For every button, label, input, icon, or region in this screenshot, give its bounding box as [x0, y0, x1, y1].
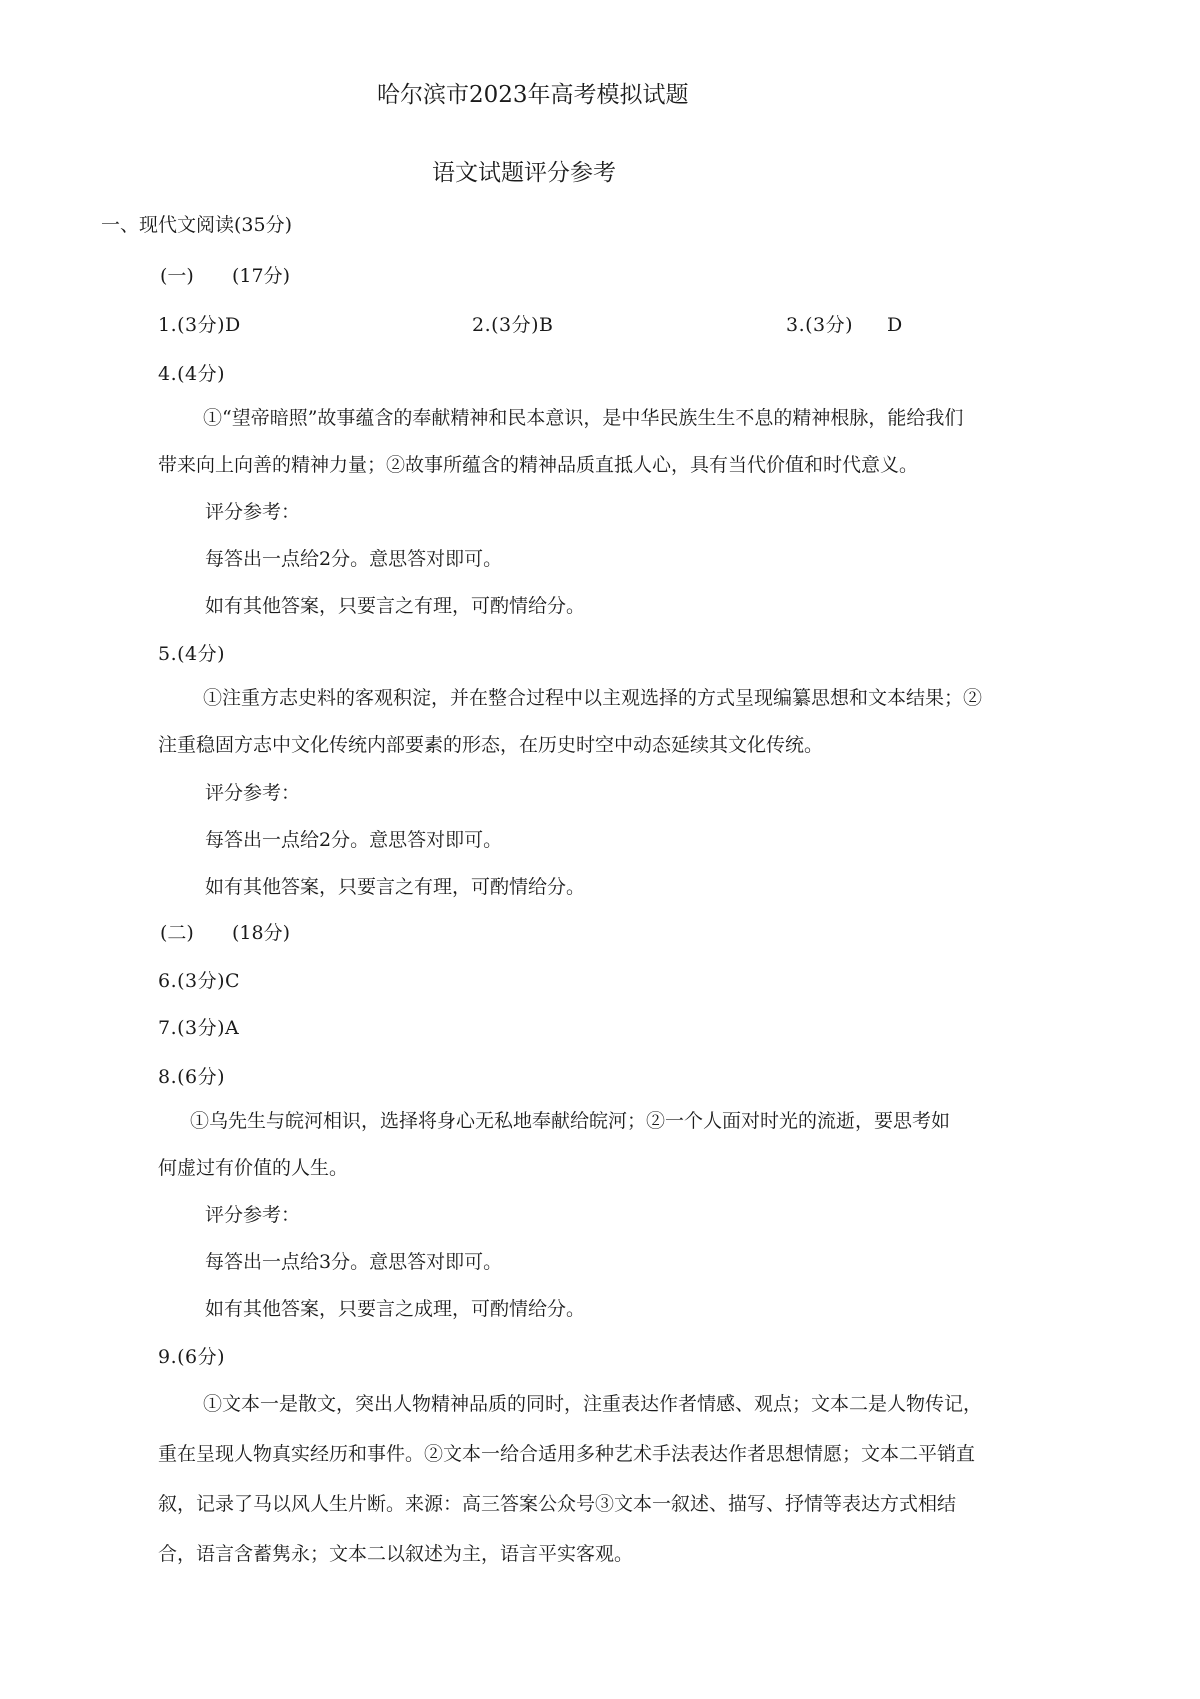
part1-score: (17分) — [232, 265, 291, 287]
part1-label: (一) — [160, 265, 194, 287]
document-title: 哈尔滨市2023年高考模拟试题 — [377, 82, 689, 108]
section-heading: 一、现代文阅读(35分) — [101, 214, 293, 236]
answer-q2: 2.(3分)B — [472, 314, 554, 336]
answer-q1: 1.(3分)D — [158, 314, 241, 336]
q8-grading-rule: 如有其他答案，只要言之成理，可酌情给分。 — [205, 1298, 586, 1320]
q9-answer-line: 合，语言含蓄隽永；文本二以叙述为主，语言平实客观。 — [158, 1543, 634, 1565]
q5-grading-rule: 每答出一点给2分。意思答对即可。 — [205, 829, 503, 851]
q5-grading-title: 评分参考： — [205, 782, 301, 804]
q5-label: 5.(4分) — [158, 643, 226, 665]
q9-answer-line: 叙，记录了马以风人生片断。来源：高三答案公众号③文本一叙述、描写、抒情等表达方式相结 — [158, 1493, 957, 1515]
q8-label: 8.(6分) — [158, 1066, 226, 1088]
q8-answer-line: 何虚过有价值的人生。 — [158, 1157, 349, 1179]
q5-grading-rule: 如有其他答案，只要言之有理，可酌情给分。 — [205, 876, 586, 898]
answer-q6: 6.(3分)C — [158, 970, 241, 992]
q9-label: 9.(6分) — [158, 1346, 226, 1368]
answer-q3-choice: D — [887, 314, 903, 336]
q5-answer-line: ①注重方志史料的客观积淀，并在整合过程中以主观选择的方式呈现编纂思想和文本结果；② — [203, 687, 983, 709]
q4-grading-rule: 每答出一点给2分。意思答对即可。 — [205, 548, 503, 570]
q9-answer-line: ①文本一是散文，突出人物精神品质的同时，注重表达作者情感、观点；文本二是人物传记， — [203, 1393, 983, 1415]
q8-answer-line: ①乌先生与皖河相识，选择将身心无私地奉献给皖河；②一个人面对时光的流逝，要思考如 — [190, 1110, 951, 1132]
q8-grading-rule: 每答出一点给3分。意思答对即可。 — [205, 1251, 503, 1273]
part2-label: (二) — [160, 922, 194, 944]
q4-answer-line: ①“望帝暗照”故事蕴含的奉献精神和民本意识，是中华民族生生不息的精神根脉，能给我们 — [203, 407, 964, 429]
document-subtitle: 语文试题评分参考 — [432, 160, 616, 186]
q5-answer-line: 注重稳固方志中文化传统内部要素的形态，在历史时空中动态延续其文化传统。 — [158, 734, 824, 756]
part2-score: (18分) — [232, 922, 291, 944]
q4-answer-line: 带来向上向善的精神力量；②故事所蕴含的精神品质直抵人心，具有当代价值和时代意义。 — [158, 454, 919, 476]
q4-grading-title: 评分参考： — [205, 501, 301, 523]
answer-q7: 7.(3分)A — [158, 1017, 240, 1039]
q4-label: 4.(4分) — [158, 363, 226, 385]
q9-answer-line: 重在呈现人物真实经历和事件。②文本一给合适用多种艺术手法表达作者思想情愿；文本二平销直 — [158, 1443, 976, 1465]
q4-grading-rule: 如有其他答案，只要言之有理，可酌情给分。 — [205, 595, 586, 617]
q8-grading-title: 评分参考： — [205, 1204, 301, 1226]
answer-q3: 3.(3分) — [786, 314, 854, 336]
